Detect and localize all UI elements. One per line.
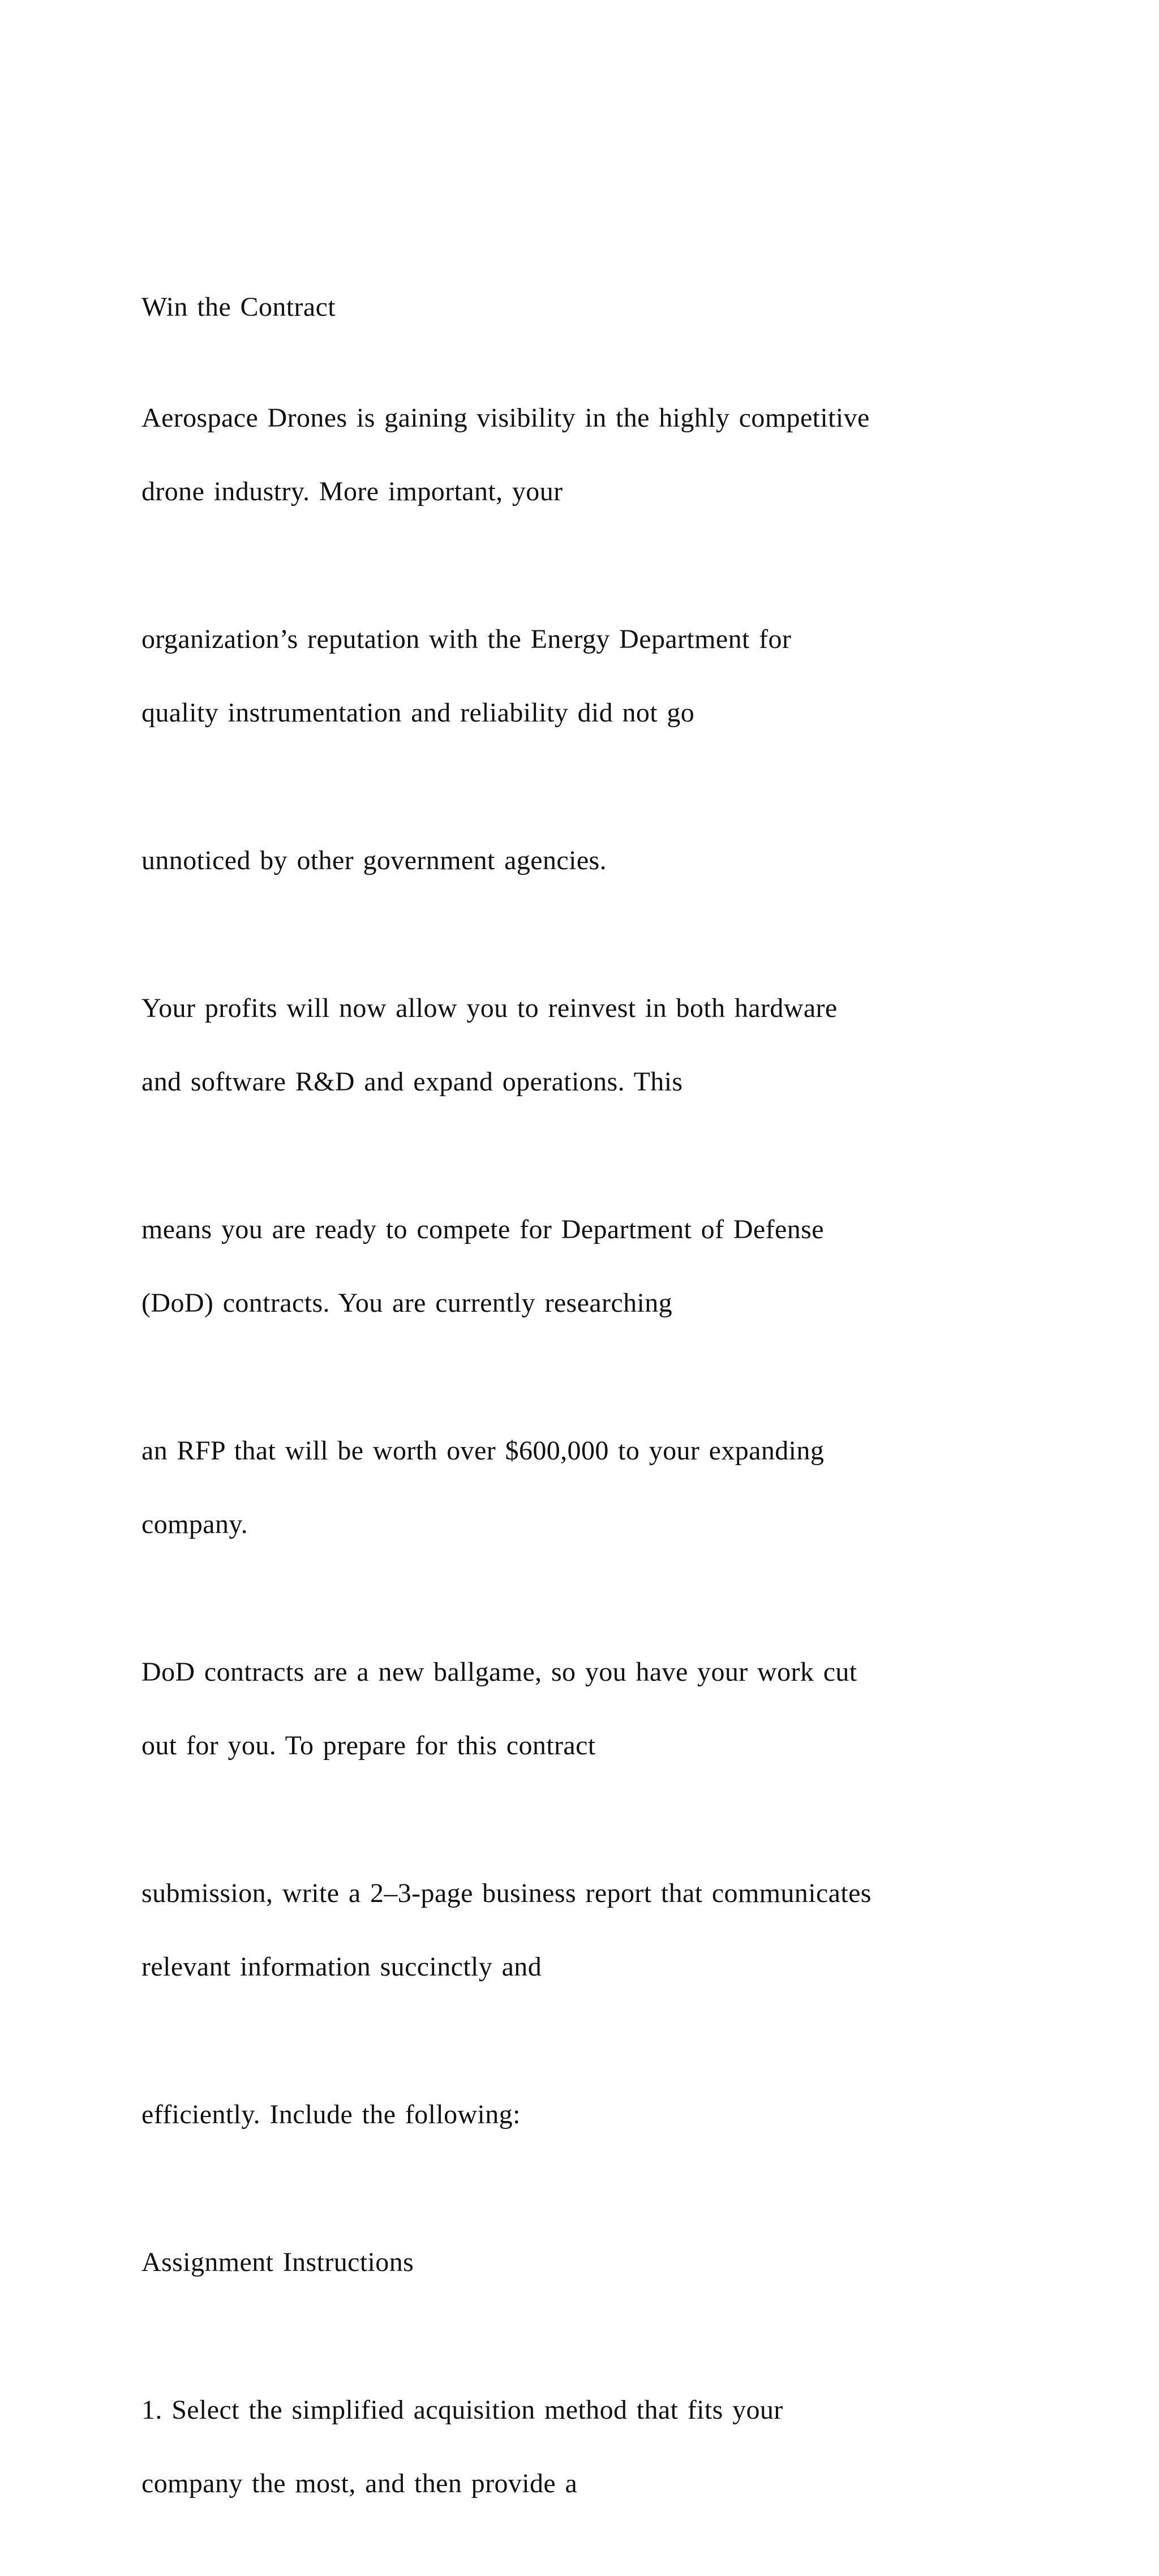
heading-line: Assignment Instructions: [141, 2247, 414, 2277]
paragraph-line: company.: [141, 1509, 248, 1539]
paragraph-9: [141, 2059, 1024, 2170]
paragraph-line: means you are ready to compete for Department of Defense: [141, 1214, 824, 1244]
paragraph-line: quality instrumentation and reliability did not go: [141, 698, 695, 728]
paragraph-line: DoD contracts are a new ballgame, so you have your work cut: [141, 1657, 857, 1687]
paragraph-line: organization’s reputation with the Energy Department for: [141, 624, 792, 654]
paragraph-line: Aerospace Drones is gaining visibility in the highly competitive: [141, 403, 870, 433]
paragraph-2: [141, 584, 1024, 768]
paragraph-line: relevant information succinctly and: [141, 1952, 542, 1982]
paragraph-6: [141, 1396, 1024, 1579]
paragraph-4: [141, 953, 1024, 1137]
paragraph-line: efficiently. Include the following:: [141, 2100, 521, 2130]
paragraph-line: drone industry. More important, your: [141, 476, 563, 506]
document-body: [141, 289, 1024, 2576]
paragraph-line: 1. Select the simplified acquisition method that fits your: [141, 2395, 783, 2425]
instruction-item-1: [141, 2355, 1024, 2539]
paragraph-line: Your profits will now allow you to reinvest in both hardware: [141, 993, 838, 1023]
paragraph-3: [141, 805, 1024, 916]
paragraph-line: out for you. To prepare for this contract: [141, 1731, 596, 1761]
paragraph-line: and software R&D and expand operations. This: [141, 1067, 683, 1097]
paragraph-8: [141, 1838, 1024, 2022]
paragraph-1: [141, 363, 1024, 547]
paragraph-line: (DoD) contracts. You are currently researching: [141, 1288, 673, 1318]
section-heading: [141, 2207, 1024, 2317]
paragraph-7: [141, 1617, 1024, 1801]
paragraph-line: an RFP that will be worth over $600,000 to your expanding: [141, 1436, 825, 1466]
paragraph-line: company the most, and then provide a: [141, 2468, 578, 2498]
document-title: Win the Contract: [141, 292, 336, 322]
paragraph-line: submission, write a 2–3-page business report that communicates: [141, 1878, 872, 1908]
paragraph-line: unnoticed by other government agencies.: [141, 845, 607, 875]
paragraph-5: [141, 1174, 1024, 1358]
